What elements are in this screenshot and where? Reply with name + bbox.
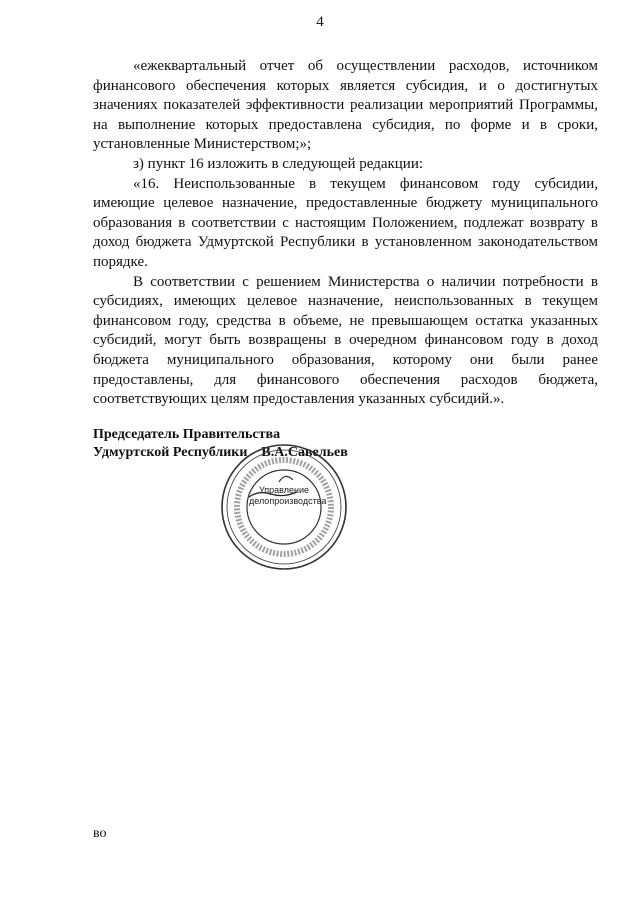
paragraph-return-of-funds: В соответствии с решением Министерства о наличии потребности в субсидиях, имеющих целевое назначение, неиспользованных в текущем финансовом году, средства в объеме, не превышающем остатка указанных субсидий, могут быть возвращены в очередном финансовом году в доход бюджета муниципального образования, которому они были ранее предоставлены, для финансового обеспечения расходов бюджета, соответствующих целям предоставления указанных субсидий.». [93, 273, 598, 408]
paragraph-report-clause: «ежеквартальный отчет об осуществлении расходов, источником финансового обеспечения которых является субсидия, и о достигнутых значениях показателей эффективности реализации мероприятий Программы, на выполнение которых предоставлена субсидия, по форме и в сроки, установленные Министерством;»; [93, 58, 598, 153]
paragraph-item-16: «16. Неиспользованные в текущем финансовом году субсидии, имеющие целевое назначение, предоставленные бюджету муниципального образования в соответствии с настоящим Положением, подлежат возврату в доход бюджета Удмуртской Республики в установленном законодательством порядке. [93, 175, 598, 270]
signature-name-line: Удмуртской Республики В.А.Савельев [93, 445, 348, 460]
seal-icon [219, 442, 349, 572]
page-number: 4 [316, 14, 324, 30]
seal-center-line-1: Управление [258, 485, 310, 495]
official-seal [219, 442, 349, 572]
seal-center-text [249, 485, 327, 507]
paragraph-amendment-intro: з) пункт 16 изложить в следующей редакции: [133, 155, 424, 172]
seal-center-line-2: делопроизводства [249, 496, 327, 506]
footer-code: во [93, 826, 107, 841]
signature-title: Председатель Правительства [93, 427, 281, 442]
document-body [93, 57, 598, 410]
